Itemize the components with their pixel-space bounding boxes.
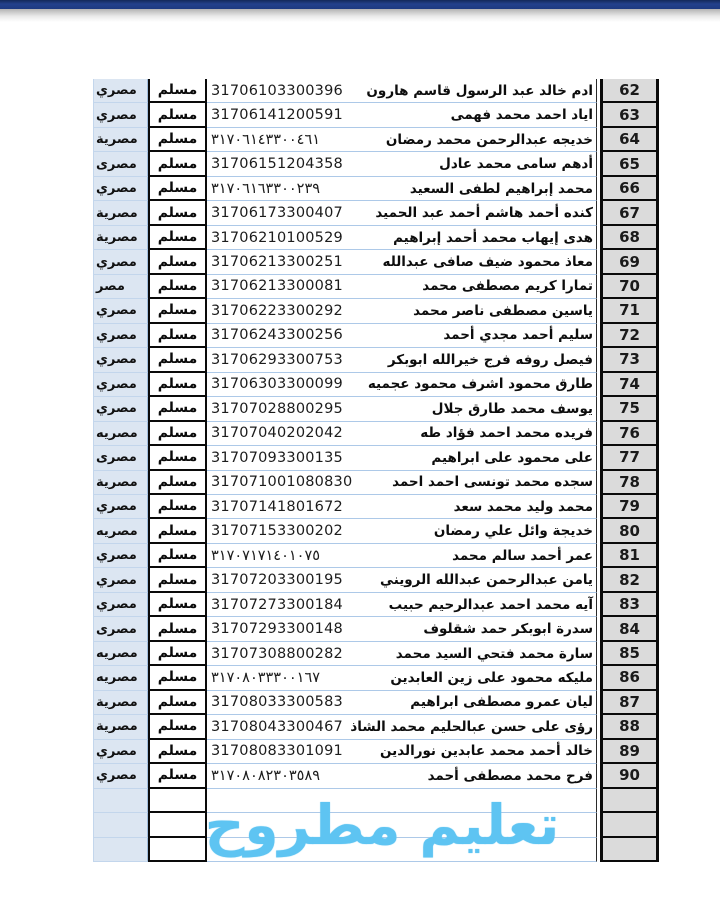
row-number-cell: 85	[600, 642, 659, 666]
student-name: سجده محمد تونسى احمد احمد	[392, 474, 593, 491]
religion-cell: مسلم	[148, 544, 207, 568]
row-number-cell: 63	[600, 103, 659, 127]
name-id-cell	[207, 642, 597, 666]
national-id: 31706303300099	[211, 376, 343, 393]
national-id: 31707153300202	[211, 523, 343, 540]
student-name: طارق محمود اشرف محمود عجميه	[367, 376, 593, 393]
row-number-cell	[600, 838, 659, 862]
name-id-cell	[207, 348, 597, 372]
row-number-cell: 62	[600, 79, 659, 103]
name-id-cell	[207, 715, 597, 739]
religion-cell: مسلم	[148, 715, 207, 739]
nationality-cell: مصرية	[93, 691, 148, 715]
national-id: 31707028800295	[211, 400, 343, 417]
nationality-cell: مصرية	[93, 226, 148, 250]
religion-cell: مسلم	[148, 201, 207, 225]
nationality-cell: مصرى	[93, 152, 148, 176]
nationality-cell: مصرية	[93, 201, 148, 225]
row-number-cell: 88	[600, 715, 659, 739]
religion-cell: مسلم	[148, 617, 207, 641]
student-name: سدرة ابوبكر حمد شقلوف	[423, 621, 593, 638]
national-id: ٣١٧٠٦١٤٣٣٠٠٤٦١	[211, 131, 321, 148]
row-number-cell: 71	[600, 299, 659, 323]
row-number-cell: 70	[600, 275, 659, 299]
row-number-cell: 83	[600, 593, 659, 617]
national-id: 31707308800282	[211, 645, 343, 662]
nationality-cell: مصريه	[93, 666, 148, 690]
name-id-cell	[207, 397, 597, 421]
row-number-cell	[600, 789, 659, 813]
student-name: فيصل روفه فرج خيرالله ابوبكر	[387, 351, 593, 368]
row-number-cell: 86	[600, 666, 659, 690]
national-id: 31707203300195	[211, 572, 343, 589]
nationality-cell: مصري	[93, 764, 148, 788]
religion-cell: مسلم	[148, 568, 207, 592]
student-name: سارة محمد فتحي السيد محمد	[395, 645, 593, 662]
student-name: فريده محمد احمد فؤاد طه	[420, 425, 593, 442]
student-name: ليان عمرو مصطفى ابراهيم	[410, 694, 593, 711]
name-id-cell	[207, 152, 597, 176]
national-id: 31706213300081	[211, 278, 343, 295]
name-id-cell	[207, 593, 597, 617]
student-name: ياسين مصطفى ناصر محمد	[413, 302, 593, 319]
student-name: معاذ محمود ضيف صافى عبدالله	[382, 254, 593, 271]
row-number-cell: 68	[600, 226, 659, 250]
name-id-cell	[207, 740, 597, 764]
row-number-cell: 64	[600, 128, 659, 152]
religion-cell: مسلم	[148, 275, 207, 299]
row-number-cell: 74	[600, 373, 659, 397]
student-name: كنده أحمد هاشم أحمد عبد الحميد	[375, 205, 593, 222]
row-number-cell: 76	[600, 422, 659, 446]
national-id: 31708083301091	[211, 743, 343, 760]
national-id: ٣١٧٠٨٠٣٣٣٠٠١٦٧	[211, 669, 321, 686]
religion-cell: مسلم	[148, 740, 207, 764]
row-number-cell: 87	[600, 691, 659, 715]
national-id: 31708043300467	[211, 718, 343, 735]
row-number-cell: 79	[600, 495, 659, 519]
nationality-cell: مصرية	[93, 128, 148, 152]
watermark-text: تعليم مطروح	[204, 793, 560, 857]
national-id: 317071001080830	[211, 474, 353, 491]
religion-cell: مسلم	[148, 691, 207, 715]
religion-cell: مسلم	[148, 495, 207, 519]
row-number-cell: 72	[600, 324, 659, 348]
student-name: ادم خالد عبد الرسول قاسم هارون	[366, 82, 593, 99]
nationality-cell: مصري	[93, 397, 148, 421]
religion-cell: مسلم	[148, 764, 207, 788]
religion-cell: مسلم	[148, 373, 207, 397]
religion-cell: مسلم	[148, 103, 207, 127]
row-number-cell: 78	[600, 471, 659, 495]
religion-cell: مسلم	[148, 422, 207, 446]
religion-cell: مسلم	[148, 128, 207, 152]
row-number-cell: 84	[600, 617, 659, 641]
row-number-cell: 80	[600, 519, 659, 543]
student-name: سليم أحمد مجدي أحمد	[443, 327, 593, 344]
row-number-cell: 82	[600, 568, 659, 592]
row-number-cell: 77	[600, 446, 659, 470]
national-id: 31706173300407	[211, 205, 343, 222]
religion-cell: مسلم	[148, 642, 207, 666]
national-id: 31706213300251	[211, 254, 343, 271]
nationality-cell: مصريه	[93, 519, 148, 543]
student-name: يامن عبدالرحمن عبدالله الرويني	[380, 572, 593, 589]
row-number-cell: 89	[600, 740, 659, 764]
religion-cell: مسلم	[148, 471, 207, 495]
name-id-cell	[207, 446, 597, 470]
national-id: 31706151204358	[211, 156, 343, 173]
national-id: 31706243300256	[211, 327, 343, 344]
name-id-cell	[207, 103, 597, 127]
name-id-cell	[207, 177, 597, 201]
name-id-cell	[207, 275, 597, 299]
nationality-cell: مصري	[93, 177, 148, 201]
name-id-cell	[207, 495, 597, 519]
name-id-cell	[207, 201, 597, 225]
student-name: أدهم سامى محمد عادل	[439, 156, 593, 173]
row-number-cell: 81	[600, 544, 659, 568]
nationality-cell: مصري	[93, 593, 148, 617]
nationality-cell	[93, 813, 148, 837]
religion-cell: مسلم	[148, 446, 207, 470]
national-id: ٣١٧٠٨٠٨٢٣٠٣٥٨٩	[211, 767, 321, 784]
name-id-cell	[207, 471, 597, 495]
row-number-cell: 69	[600, 250, 659, 274]
student-name: خالد أحمد محمد عابدين نورالدين	[379, 743, 593, 760]
top-bar	[0, 0, 720, 9]
name-id-cell	[207, 324, 597, 348]
nationality-cell: مصري	[93, 348, 148, 372]
name-id-cell	[207, 422, 597, 446]
nationality-cell: مصري	[93, 495, 148, 519]
student-name: هدى إيهاب محمد أحمد إبراهيم	[393, 229, 593, 246]
top-bar-shadow	[0, 9, 720, 22]
student-name: عمر أحمد سالم محمد	[452, 547, 593, 564]
religion-cell: مسلم	[148, 226, 207, 250]
row-number-cell: 67	[600, 201, 659, 225]
religion-cell: مسلم	[148, 348, 207, 372]
nationality-cell: مصري	[93, 324, 148, 348]
national-id: 31707141801672	[211, 498, 343, 515]
student-name: خديجة وائل علي رمضان	[433, 523, 593, 540]
religion-cell: مسلم	[148, 177, 207, 201]
row-number-cell: 73	[600, 348, 659, 372]
nationality-cell	[93, 838, 148, 862]
name-id-cell	[207, 250, 597, 274]
name-id-cell	[207, 226, 597, 250]
row-number-cell: 90	[600, 764, 659, 788]
name-id-cell	[207, 79, 597, 103]
nationality-cell: مصري	[93, 79, 148, 103]
religion-cell: مسلم	[148, 593, 207, 617]
row-number-cell: 66	[600, 177, 659, 201]
national-id: 31706141200591	[211, 107, 343, 124]
row-number-cell: 75	[600, 397, 659, 421]
student-name: آيه محمد احمد عبدالرحيم حبيب	[388, 596, 593, 613]
nationality-cell	[93, 789, 148, 813]
religion-cell: مسلم	[148, 152, 207, 176]
name-id-cell	[207, 373, 597, 397]
nationality-cell: مصرى	[93, 617, 148, 641]
student-name: محمد وليد محمد سعد	[453, 498, 593, 515]
student-name: فرح محمد مصطفى أحمد	[427, 767, 593, 784]
national-id: 31706103300396	[211, 82, 343, 99]
student-name: على محمود على ابراهيم	[431, 449, 593, 466]
name-id-cell	[207, 568, 597, 592]
student-name: اياد احمد محمد فهمى	[450, 107, 593, 124]
nationality-cell: مصري	[93, 299, 148, 323]
name-id-cell	[207, 617, 597, 641]
nationality-cell: مصرى	[93, 446, 148, 470]
national-id: ٣١٧٠٦١٦٣٣٠٠٢٣٩	[211, 180, 321, 197]
name-id-cell	[207, 299, 597, 323]
nationality-cell: مصري	[93, 568, 148, 592]
nationality-cell: مصري	[93, 250, 148, 274]
row-number-cell: 65	[600, 152, 659, 176]
nationality-cell: مصرية	[93, 715, 148, 739]
nationality-cell: مصري	[93, 544, 148, 568]
nationality-cell: مصرية	[93, 471, 148, 495]
student-name: يوسف محمد طارق جلال	[431, 400, 593, 417]
name-id-cell	[207, 666, 597, 690]
student-name: تمارا كريم مصطفى محمد	[422, 278, 593, 295]
name-id-cell	[207, 544, 597, 568]
national-id: 31706223300292	[211, 302, 343, 319]
name-id-cell	[207, 519, 597, 543]
national-id: 31708033300583	[211, 694, 343, 711]
religion-cell: مسلم	[148, 79, 207, 103]
religion-cell: مسلم	[148, 397, 207, 421]
student-table	[93, 79, 659, 862]
national-id: 31706293300753	[211, 351, 343, 368]
national-id: ٣١٧٠٧١٧١٤٠١٠٧٥	[211, 547, 321, 564]
nationality-cell: مصري	[93, 373, 148, 397]
name-id-cell	[207, 128, 597, 152]
national-id: 31706210100529	[211, 229, 343, 246]
national-id: 31707093300135	[211, 449, 343, 466]
religion-cell: مسلم	[148, 250, 207, 274]
nationality-cell: مصريه	[93, 422, 148, 446]
student-name: رؤى على حسن عبالحليم محمد الشاذ	[350, 718, 593, 735]
student-name: محمد إبراهيم لطفى السعيد	[409, 180, 593, 197]
religion-cell: مسلم	[148, 519, 207, 543]
name-id-cell	[207, 691, 597, 715]
student-name: مليكه محمود على زين العابدين	[390, 669, 593, 686]
religion-cell: مسلم	[148, 299, 207, 323]
row-number-cell	[600, 813, 659, 837]
nationality-cell: مصريه	[93, 642, 148, 666]
religion-cell: مسلم	[148, 324, 207, 348]
national-id: 31707273300184	[211, 596, 343, 613]
national-id: 31707293300148	[211, 621, 343, 638]
nationality-cell: مصري	[93, 103, 148, 127]
religion-cell: مسلم	[148, 666, 207, 690]
nationality-cell: مصري	[93, 740, 148, 764]
nationality-cell: مصر	[93, 275, 148, 299]
national-id: 31707040202042	[211, 425, 343, 442]
student-name: خديجه عبدالرحمن محمد رمضان	[385, 131, 593, 148]
